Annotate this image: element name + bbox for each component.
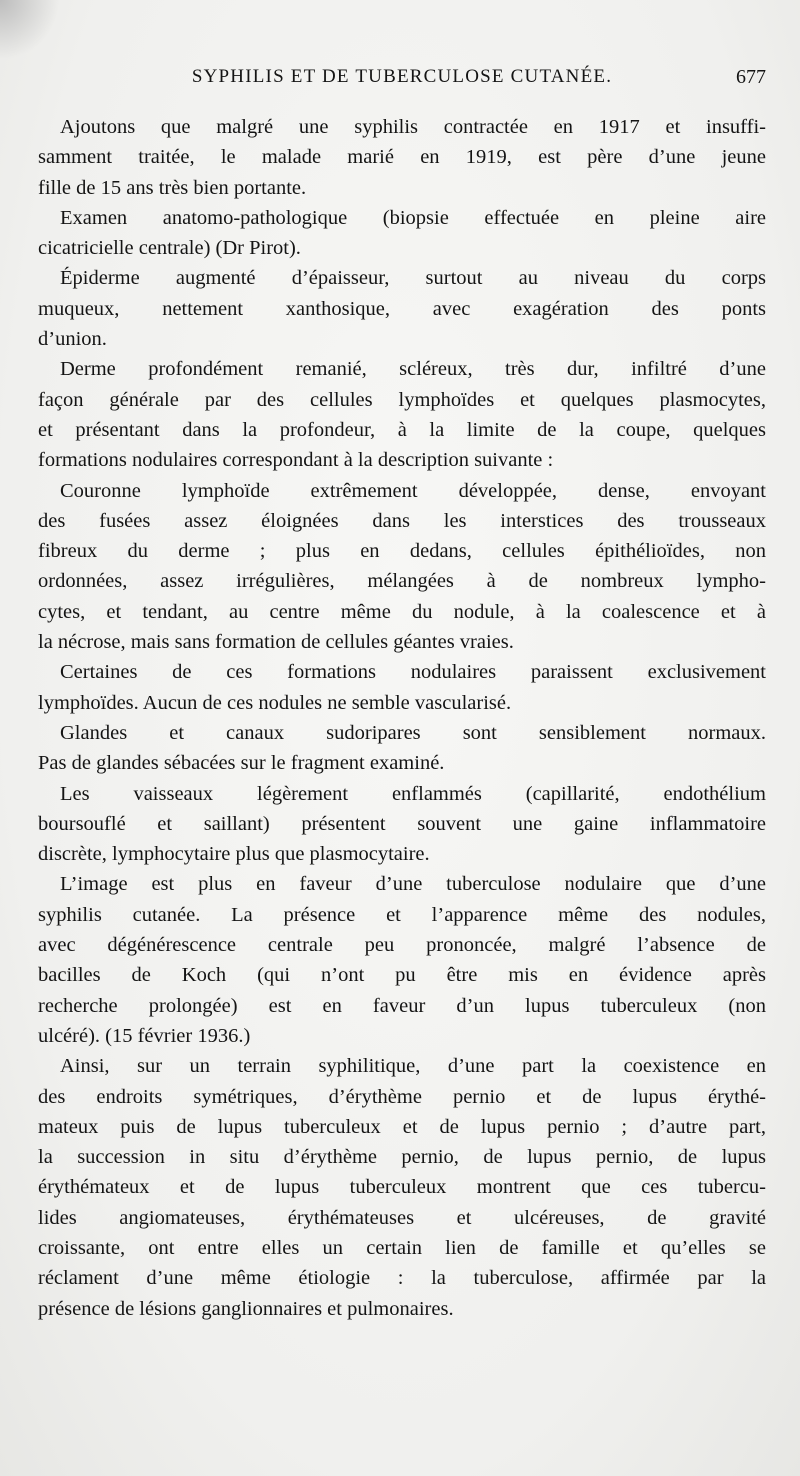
text-line: bacilles de Koch (qui n’ont pu être mis en évidence après — [38, 964, 766, 987]
text-line: recherche prolongée) est en faveur d’un lupus tuberculeux (non — [38, 994, 766, 1017]
page-header — [38, 66, 766, 96]
text-line: réclament d’une même étiologie : la tuberculose, affirmée par la — [38, 1267, 766, 1290]
text-line: croissante, ont entre elles un certain lien de famille et qu’elles se — [38, 1236, 766, 1259]
text-line: la nécrose, mais sans formation de cellules géantes vraies. — [38, 631, 514, 654]
text-line: muqueux, nettement xanthosique, avec exagération des ponts — [38, 297, 766, 320]
text-line: L’image est plus en faveur d’une tuberculose nodulaire que d’une — [60, 873, 766, 896]
text-line: érythémateux et de lupus tuberculeux montrent que ces tubercu- — [38, 1176, 766, 1199]
text-line: mateux puis de lupus tuberculeux et de lupus pernio ; d’autre part, — [38, 1115, 766, 1138]
body-text — [38, 112, 766, 1324]
text-line: Certaines de ces formations nodulaires paraissent exclusivement — [60, 661, 766, 684]
text-line: lides angiomateuses, érythémateuses et ulcéreuses, de gravité — [38, 1206, 766, 1229]
text-line: Ajoutons que malgré une syphilis contractée en 1917 et insuffi- — [60, 116, 766, 138]
text-line: façon générale par des cellules lymphoïdes et quelques plasmocytes, — [38, 388, 766, 411]
page-number: 677 — [736, 66, 766, 88]
text-line: cicatricielle centrale) (Dr Pirot). — [38, 237, 301, 260]
text-line: discrète, lymphocytaire plus que plasmocytaire. — [38, 843, 430, 866]
text-line: fille de 15 ans très bien portante. — [38, 176, 307, 199]
text-line: présence de lésions ganglionnaires et pulmonaires. — [38, 1297, 454, 1320]
text-line: samment traitée, le malade marié en 1919, est père d’une jeune — [38, 146, 766, 169]
text-line: Épiderme augmenté d’épaisseur, surtout au niveau du corps — [60, 267, 766, 290]
text-line: formations nodulaires correspondant à la description suivante : — [38, 449, 554, 472]
text-line: et présentant dans la profondeur, à la limite de la coupe, quelques — [38, 418, 766, 441]
scan-shadow — [0, 0, 60, 60]
text-line: boursouflé et saillant) présentent souvent une gaine inflammatoire — [38, 812, 766, 835]
text-line: ulcéré). (15 février 1936.) — [38, 1024, 251, 1047]
text-line: fibreux du derme ; plus en dedans, cellules épithélioïdes, non — [38, 540, 766, 563]
text-line: Examen anatomo-pathologique (biopsie effectuée en pleine aire — [60, 206, 766, 229]
text-line: Les vaisseaux légèrement enflammés (capillarité, endothélium — [60, 782, 766, 805]
text-line: cytes, et tendant, au centre même du nodule, à la coalescence et à — [38, 600, 766, 623]
text-line: Pas de glandes sébacées sur le fragment examiné. — [38, 752, 445, 775]
text-line: Glandes et canaux sudoripares sont sensiblement normaux. — [60, 721, 766, 744]
text-line: la succession in situ d’érythème pernio, de lupus pernio, de lupus — [38, 1146, 766, 1169]
text-line: des endroits symétriques, d’érythème pernio et de lupus érythé- — [38, 1085, 766, 1108]
text-line: d’union. — [38, 328, 107, 351]
text-line: Derme profondément remanié, scléreux, très dur, infiltré d’une — [60, 358, 766, 381]
text-line: Ainsi, sur un terrain syphilitique, d’une part la coexistence en — [60, 1055, 766, 1078]
running-title: SYPHILIS ET DE TUBERCULOSE CUTANÉE. — [191, 66, 613, 87]
text-line: avec dégénérescence centrale peu prononcée, malgré l’absence de — [38, 934, 766, 957]
text-line: Couronne lymphoïde extrêmement développée, dense, envoyant — [60, 479, 766, 502]
text-line: des fusées assez éloignées dans les interstices des trousseaux — [38, 509, 766, 532]
text-line: syphilis cutanée. La présence et l’apparence même des nodules, — [38, 903, 766, 926]
text-line: ordonnées, assez irrégulières, mélangées à de nombreux lympho- — [38, 570, 766, 593]
text-line: lymphoïdes. Aucun de ces nodules ne semble vascularisé. — [38, 691, 512, 714]
